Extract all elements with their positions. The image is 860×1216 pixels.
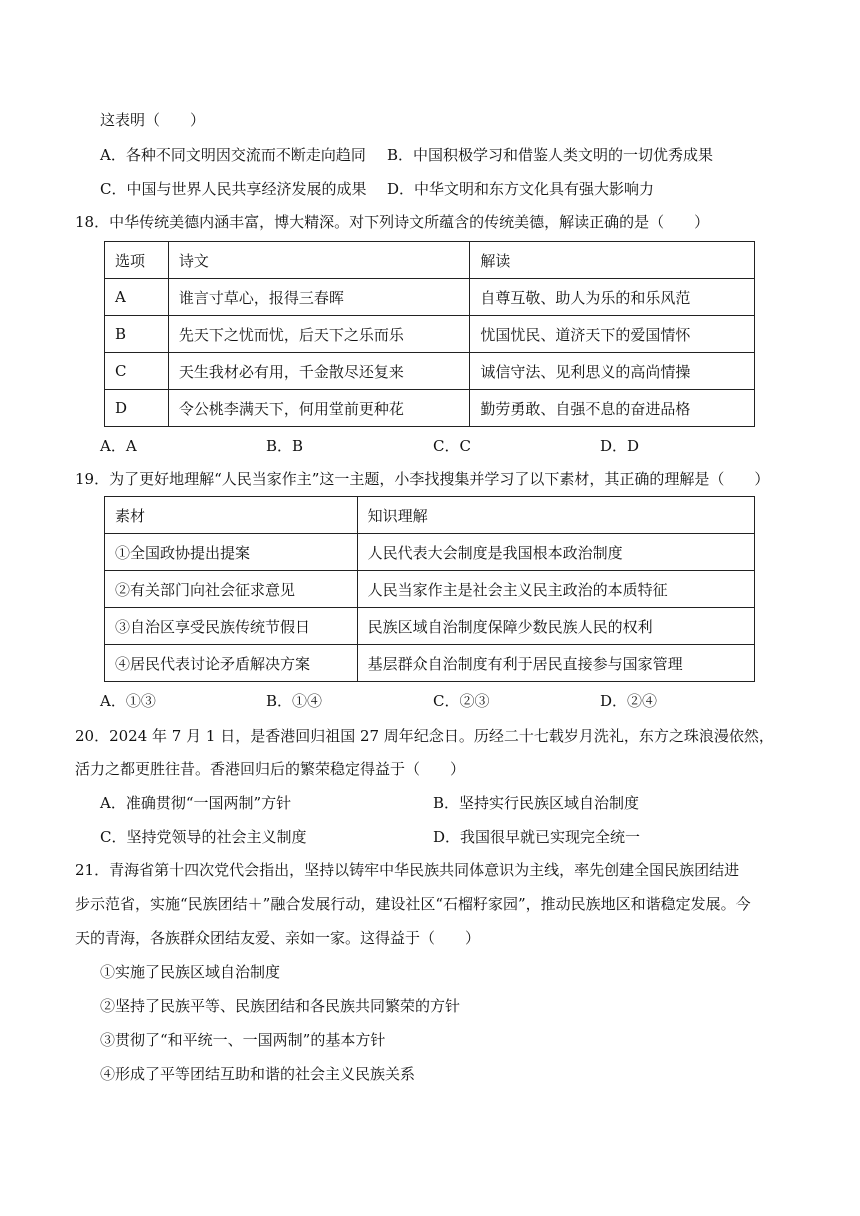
- q20-option-b[interactable]: B．坚持实行民族区域自治制度: [433, 794, 640, 812]
- q18-option-b[interactable]: B．B: [266, 437, 304, 455]
- q17-option-a[interactable]: A．各种不同文明因交流而不断走向趋同: [100, 146, 366, 164]
- table-header-cell: 选项: [105, 242, 169, 279]
- table-cell: ③自治区享受民族传统节假日: [105, 608, 358, 645]
- q20-stem-line-1: 20．2024 年 7 月 1 日，是香港回归祖国 27 周年纪念日。历经二十七载岁月洗礼，东方之珠浪漫依然，: [75, 727, 774, 745]
- table-cell: 人民代表大会制度是我国根本政治制度: [357, 534, 754, 571]
- q18-option-c[interactable]: C．C: [433, 437, 471, 455]
- table-cell: 自尊互敬、助人为乐的和乐风范: [470, 279, 755, 316]
- table-header-cell: 解读: [470, 242, 755, 279]
- q19-option-a[interactable]: A．①③: [100, 692, 156, 710]
- table-cell: 天生我材必有用，千金散尽还复来: [168, 353, 470, 390]
- table-row: [105, 608, 755, 645]
- q21-item-1: ①实施了民族区域自治制度: [100, 963, 281, 981]
- q21-stem-line-2: 步示范省，实施“民族团结＋”融合发展行动，建设社区“石榴籽家园”，推动民族地区和谐稳定发展。今: [75, 895, 751, 913]
- table-cell: 先天下之忧而忧，后天下之乐而乐: [168, 316, 470, 353]
- q19-option-d[interactable]: D．②④: [600, 692, 658, 710]
- q20-option-c[interactable]: C．坚持党领导的社会主义制度: [100, 828, 307, 846]
- table-header-cell: 素材: [105, 497, 358, 534]
- table-header-cell: 诗文: [168, 242, 470, 279]
- table-cell: ②有关部门向社会征求意见: [105, 571, 358, 608]
- q19-stem: 19．为了更好地理解“人民当家作主”这一主题，小李找搜集并学习了以下素材，其正确的理解是（ ）: [75, 470, 770, 488]
- q18-stem: 18．中华传统美德内涵丰富，博大精深。对下列诗文所蕴含的传统美德，解读正确的是（ ）: [75, 213, 710, 231]
- table-cell: 人民当家作主是社会主义民主政治的本质特征: [357, 571, 754, 608]
- q19-option-b[interactable]: B．①④: [266, 692, 323, 710]
- table-header-row: [105, 242, 755, 279]
- table-row: [105, 353, 755, 390]
- table-cell: 忧国忧民、道济天下的爱国情怀: [470, 316, 755, 353]
- q20-stem-line-2: 活力之都更胜往昔。香港回归后的繁荣稳定得益于（ ）: [75, 760, 466, 778]
- table-row: [105, 279, 755, 316]
- q17-option-d[interactable]: D．中华文明和东方文化具有强大影响力: [387, 180, 655, 198]
- table-cell: 勤劳勇敢、自强不息的奋进品格: [470, 390, 755, 427]
- q21-stem-line-3: 天的青海，各族群众团结友爱、亲如一家。这得益于（ ）: [75, 929, 481, 947]
- table-cell: ④居民代表讨论矛盾解决方案: [105, 645, 358, 682]
- table-row: [105, 390, 755, 427]
- table-cell: 诚信守法、见利思义的高尚情操: [470, 353, 755, 390]
- q21-item-4: ④形成了平等团结互助和谐的社会主义民族关系: [100, 1065, 416, 1083]
- table-header-cell: 知识理解: [357, 497, 754, 534]
- table-cell: A: [105, 279, 169, 316]
- q18-table: [104, 241, 755, 427]
- table-cell: B: [105, 316, 169, 353]
- table-cell: ①全国政协提出提案: [105, 534, 358, 571]
- table-cell: D: [105, 390, 169, 427]
- q17-stem-tail: 这表明（ ）: [100, 111, 206, 129]
- q17-option-c[interactable]: C．中国与世界人民共享经济发展的成果: [100, 180, 367, 198]
- q21-item-2: ②坚持了民族平等、民族团结和各民族共同繁荣的方针: [100, 997, 461, 1015]
- q20-option-a[interactable]: A．准确贯彻“一国两制”方针: [100, 794, 292, 812]
- q18-option-a[interactable]: A．A: [100, 437, 137, 455]
- q20-option-d[interactable]: D．我国很早就已实现完全统一: [433, 828, 641, 846]
- table-cell: 令公桃李满天下，何用堂前更种花: [168, 390, 470, 427]
- q21-stem-line-1: 21．青海省第十四次党代会指出，坚持以铸牢中华民族共同体意识为主线，率先创建全国民族团结进: [75, 861, 740, 879]
- table-cell: C: [105, 353, 169, 390]
- table-cell: 谁言寸草心，报得三春晖: [168, 279, 470, 316]
- q17-option-b[interactable]: B．中国积极学习和借鉴人类文明的一切优秀成果: [387, 146, 714, 164]
- q19-option-c[interactable]: C．②③: [433, 692, 490, 710]
- table-row: [105, 571, 755, 608]
- table-row: [105, 645, 755, 682]
- q18-option-d[interactable]: D．D: [600, 437, 640, 455]
- q19-table: [104, 496, 755, 682]
- table-cell: 基层群众自治制度有利于居民直接参与国家管理: [357, 645, 754, 682]
- q21-item-3: ③贯彻了“和平统一、一国两制”的基本方针: [100, 1031, 386, 1049]
- table-row: [105, 534, 755, 571]
- table-cell: 民族区域自治制度保障少数民族人民的权利: [357, 608, 754, 645]
- table-row: [105, 316, 755, 353]
- table-header-row: [105, 497, 755, 534]
